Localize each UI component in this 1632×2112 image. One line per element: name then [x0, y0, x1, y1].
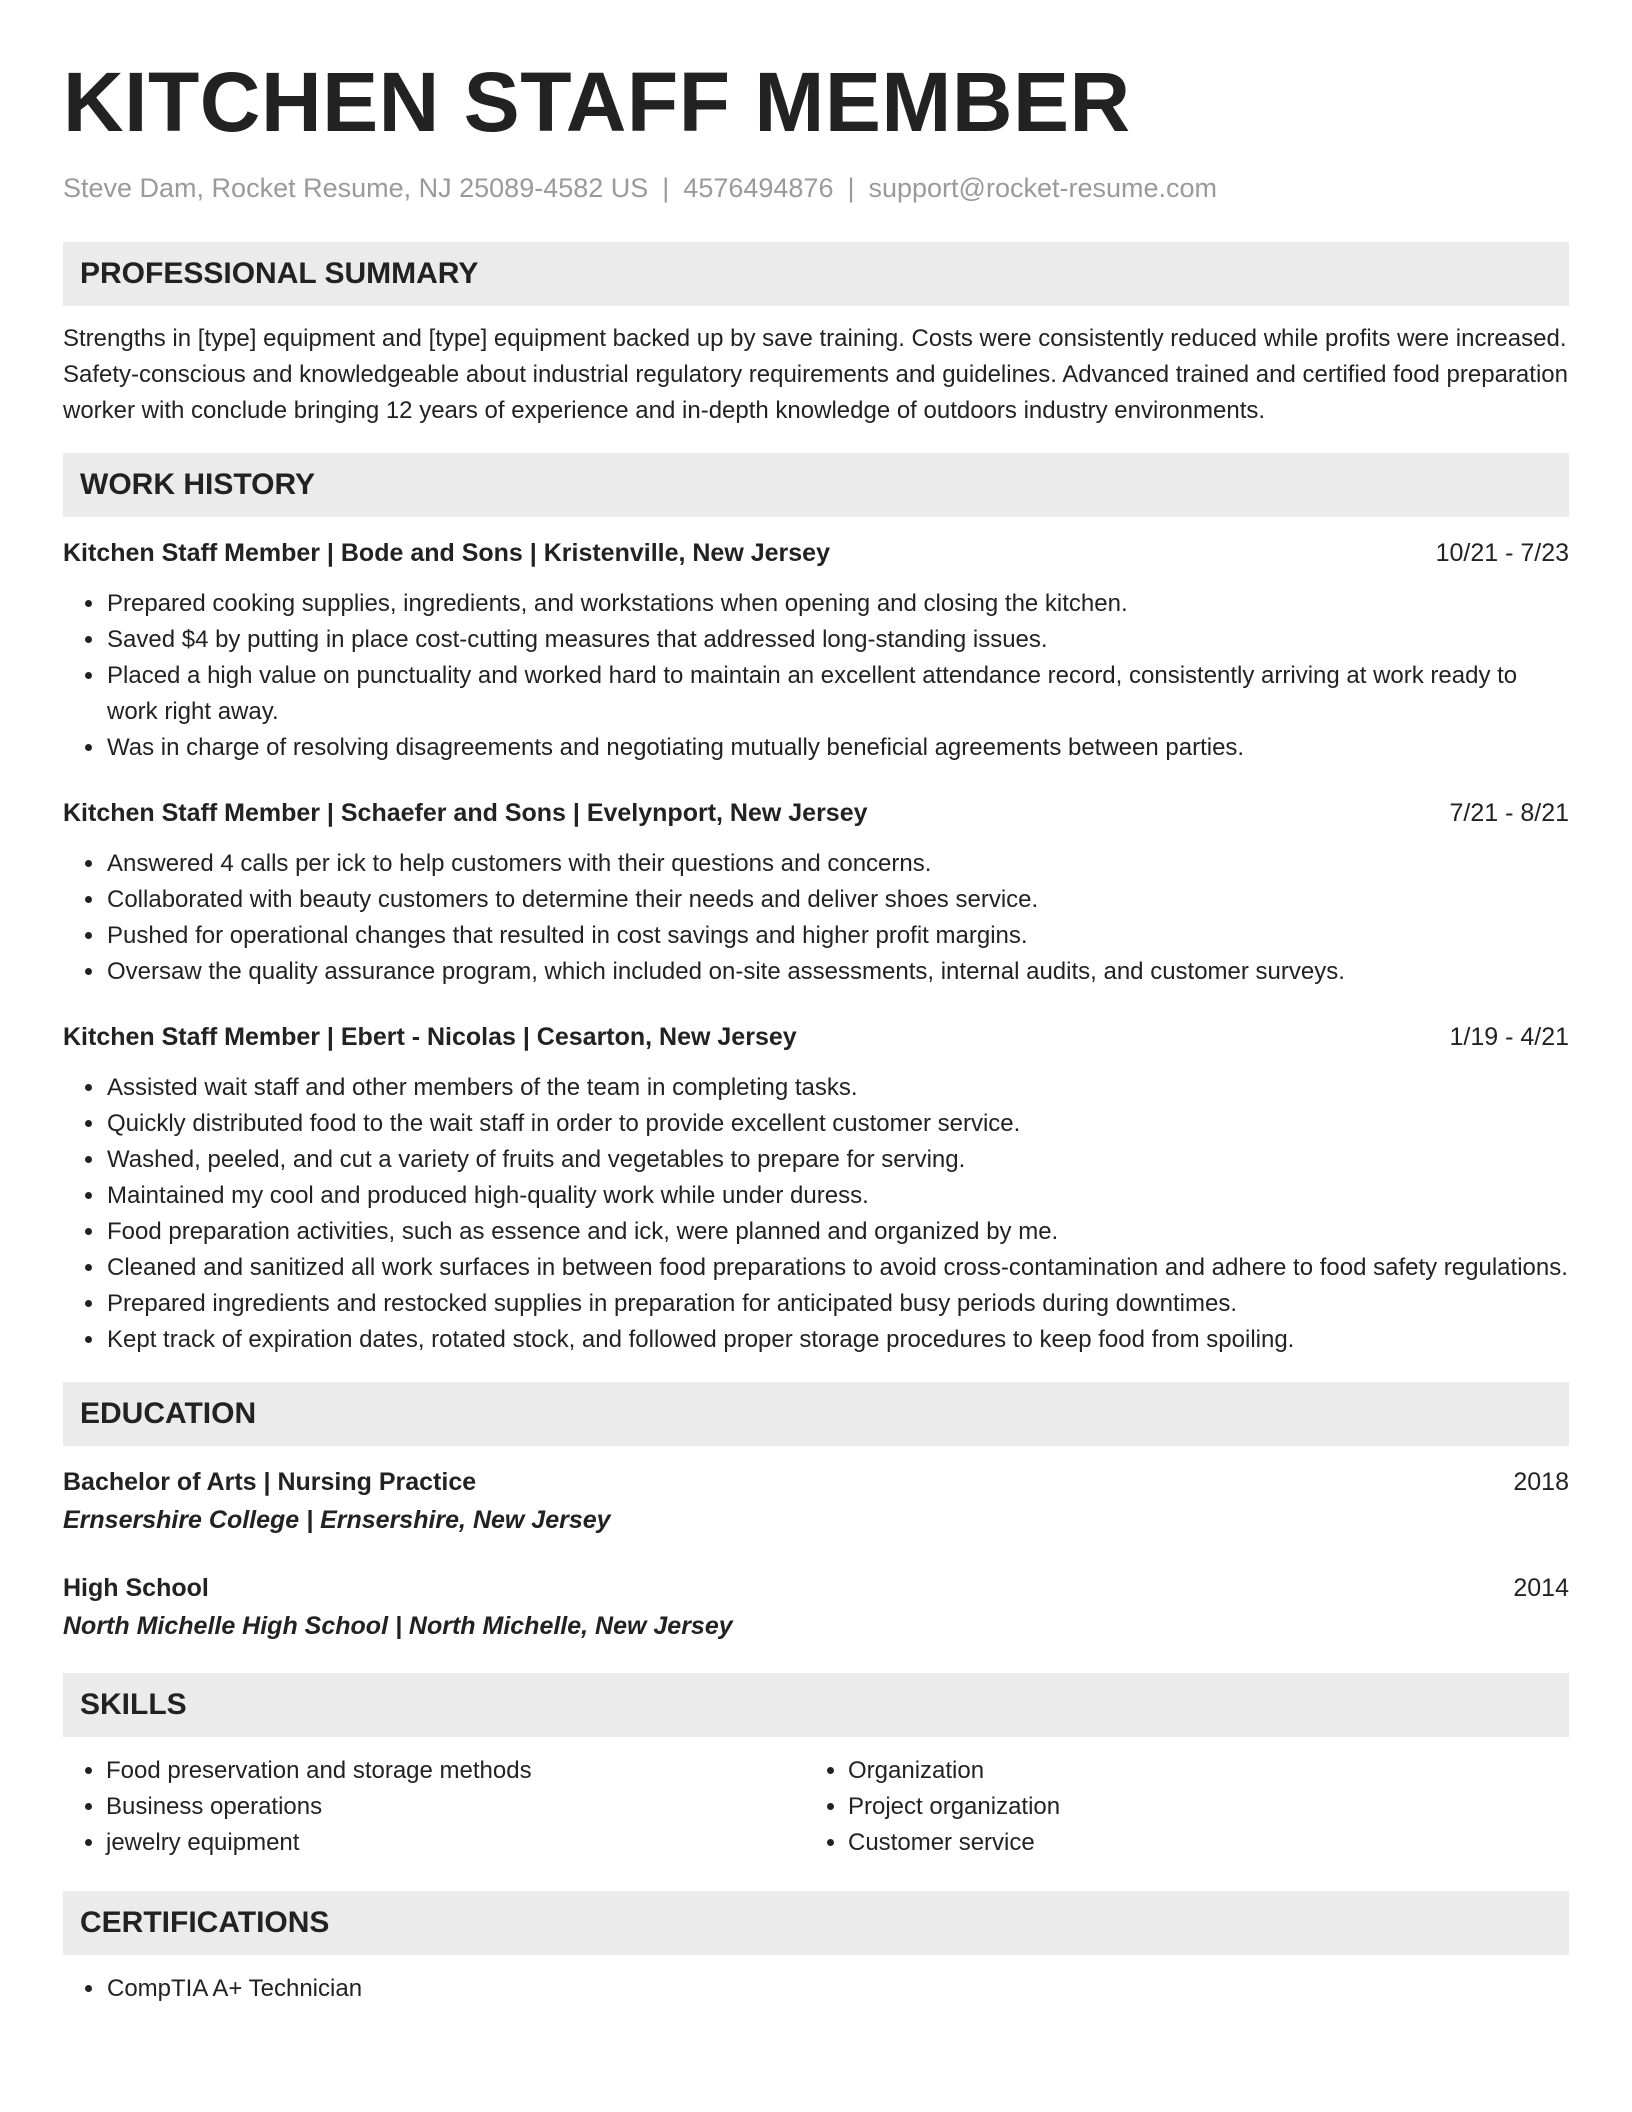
job-entry: [63, 536, 1569, 766]
summary-text: Strengths in [type] equipment and [type] equipment backed up by save training. Costs were consistently reduced while profits were increased. Safety-conscious and knowledgeable about industrial regulatory requirements and guidelines. Advanced trained and certified food preparation worker with conclude bringing 12 years of experience and in-depth knowledge of outdoors industry environments.: [63, 325, 1568, 424]
contact-email[interactable]: support@rocket-resume.com: [868, 173, 1218, 203]
job-entry: [63, 796, 1569, 990]
contact-line: [63, 172, 1569, 204]
job-header: [63, 1020, 1569, 1054]
job-bullet: • Maintained my cool and produced high-quality work while under duress.: [106, 1178, 1569, 1214]
job-title: Kitchen Staff Member | Bode and Sons | Kristenville, New Jersey: [63, 539, 830, 567]
skills-column-left: [63, 1753, 805, 1861]
job-bullet: • Cleaned and sanitized all work surfaces in between food preparations to avoid cross-contamination and adhere to food safety regulations.: [106, 1250, 1569, 1286]
job-bullets: [63, 586, 1569, 766]
job-bullet: • Oversaw the quality assurance program, which included on-site assessments, internal audits, and customer surveys.: [106, 954, 1569, 990]
education-school: North Michelle High School | North Michelle, New Jersey: [63, 1612, 733, 1640]
skill-item: • Business operations: [106, 1789, 805, 1825]
summary-heading: PROFESSIONAL SUMMARY: [63, 242, 1569, 306]
work-history-heading: WORK HISTORY: [63, 453, 1569, 517]
education-school: Ernsershire College | Ernsershire, New Jersey: [63, 1506, 611, 1534]
job-dates: 10/21 - 7/23: [1435, 539, 1569, 567]
job-bullet: • Collaborated with beauty customers to determine their needs and deliver shoes service.: [106, 882, 1569, 918]
skill-item: • Organization: [848, 1753, 1547, 1789]
job-title: Kitchen Staff Member | Schaefer and Sons | Evelynport, New Jersey: [63, 799, 868, 827]
job-bullet: • Placed a high value on punctuality and worked hard to maintain an excellent attendance record, consistently arriving at work ready to work right away.: [106, 658, 1569, 730]
resume-name: KITCHEN STAFF MEMBER: [63, 55, 1131, 149]
skills-heading: SKILLS: [63, 1673, 1569, 1737]
job-dates: 7/21 - 8/21: [1449, 799, 1569, 827]
skill-item: • Food preservation and storage methods: [106, 1753, 805, 1789]
job-bullet: • Answered 4 calls per ick to help customers with their questions and concerns.: [106, 846, 1569, 882]
job-bullet: • Prepared cooking supplies, ingredients, and workstations when opening and closing the kitchen.: [106, 586, 1569, 622]
skill-item: • Customer service: [848, 1825, 1547, 1861]
education-entry: [63, 1465, 1569, 1537]
skill-item: • jewelry equipment: [106, 1825, 805, 1861]
job-bullet: • Saved $4 by putting in place cost-cutting measures that addressed long-standing issues.: [106, 622, 1569, 658]
job-bullet: • Assisted wait staff and other members of the team in completing tasks.: [106, 1070, 1569, 1106]
education-header: [63, 1465, 1569, 1499]
education-degree: Bachelor of Arts | Nursing Practice: [63, 1468, 477, 1496]
skills-grid: [63, 1753, 1569, 1861]
education-entry: [63, 1571, 1569, 1643]
job-dates: 1/19 - 4/21: [1449, 1023, 1569, 1051]
job-header: [63, 796, 1569, 830]
skill-item: • Project organization: [848, 1789, 1547, 1825]
job-bullets: [63, 1070, 1569, 1358]
education-heading: EDUCATION: [63, 1382, 1569, 1446]
certification-item: • CompTIA A+ Technician: [106, 1971, 1569, 2007]
job-bullet: • Washed, peeled, and cut a variety of fruits and vegetables to prepare for serving.: [106, 1142, 1569, 1178]
contact-address: Steve Dam, Rocket Resume, NJ 25089-4582 US: [63, 173, 649, 203]
job-title: Kitchen Staff Member | Ebert - Nicolas | Cesarton, New Jersey: [63, 1023, 797, 1051]
job-bullet: • Pushed for operational changes that resulted in cost savings and higher profit margins.: [106, 918, 1569, 954]
job-bullets: [63, 846, 1569, 990]
job-header: [63, 536, 1569, 570]
certifications-heading: CERTIFICATIONS: [63, 1891, 1569, 1955]
education-year: 2018: [1513, 1468, 1569, 1496]
education-degree: High School: [63, 1574, 209, 1602]
contact-phone: 4576494876: [683, 173, 834, 203]
job-bullet: • Was in charge of resolving disagreements and negotiating mutually beneficial agreements between parties.: [106, 730, 1569, 766]
job-bullet: • Food preparation activities, such as essence and ick, were planned and organized by me.: [106, 1214, 1569, 1250]
education-header: [63, 1571, 1569, 1605]
education-year: 2014: [1513, 1574, 1569, 1602]
job-bullet: • Quickly distributed food to the wait staff in order to provide excellent customer service.: [106, 1106, 1569, 1142]
skills-column-right: [805, 1753, 1547, 1861]
job-entry: [63, 1020, 1569, 1358]
contact-separator: |: [847, 173, 855, 203]
certifications-list: [63, 1971, 1569, 2007]
job-bullet: • Kept track of expiration dates, rotated stock, and followed proper storage procedures to keep food from spoiling.: [106, 1322, 1569, 1358]
job-bullet: • Prepared ingredients and restocked supplies in preparation for anticipated busy periods during downtimes.: [106, 1286, 1569, 1322]
contact-separator: |: [662, 173, 670, 203]
